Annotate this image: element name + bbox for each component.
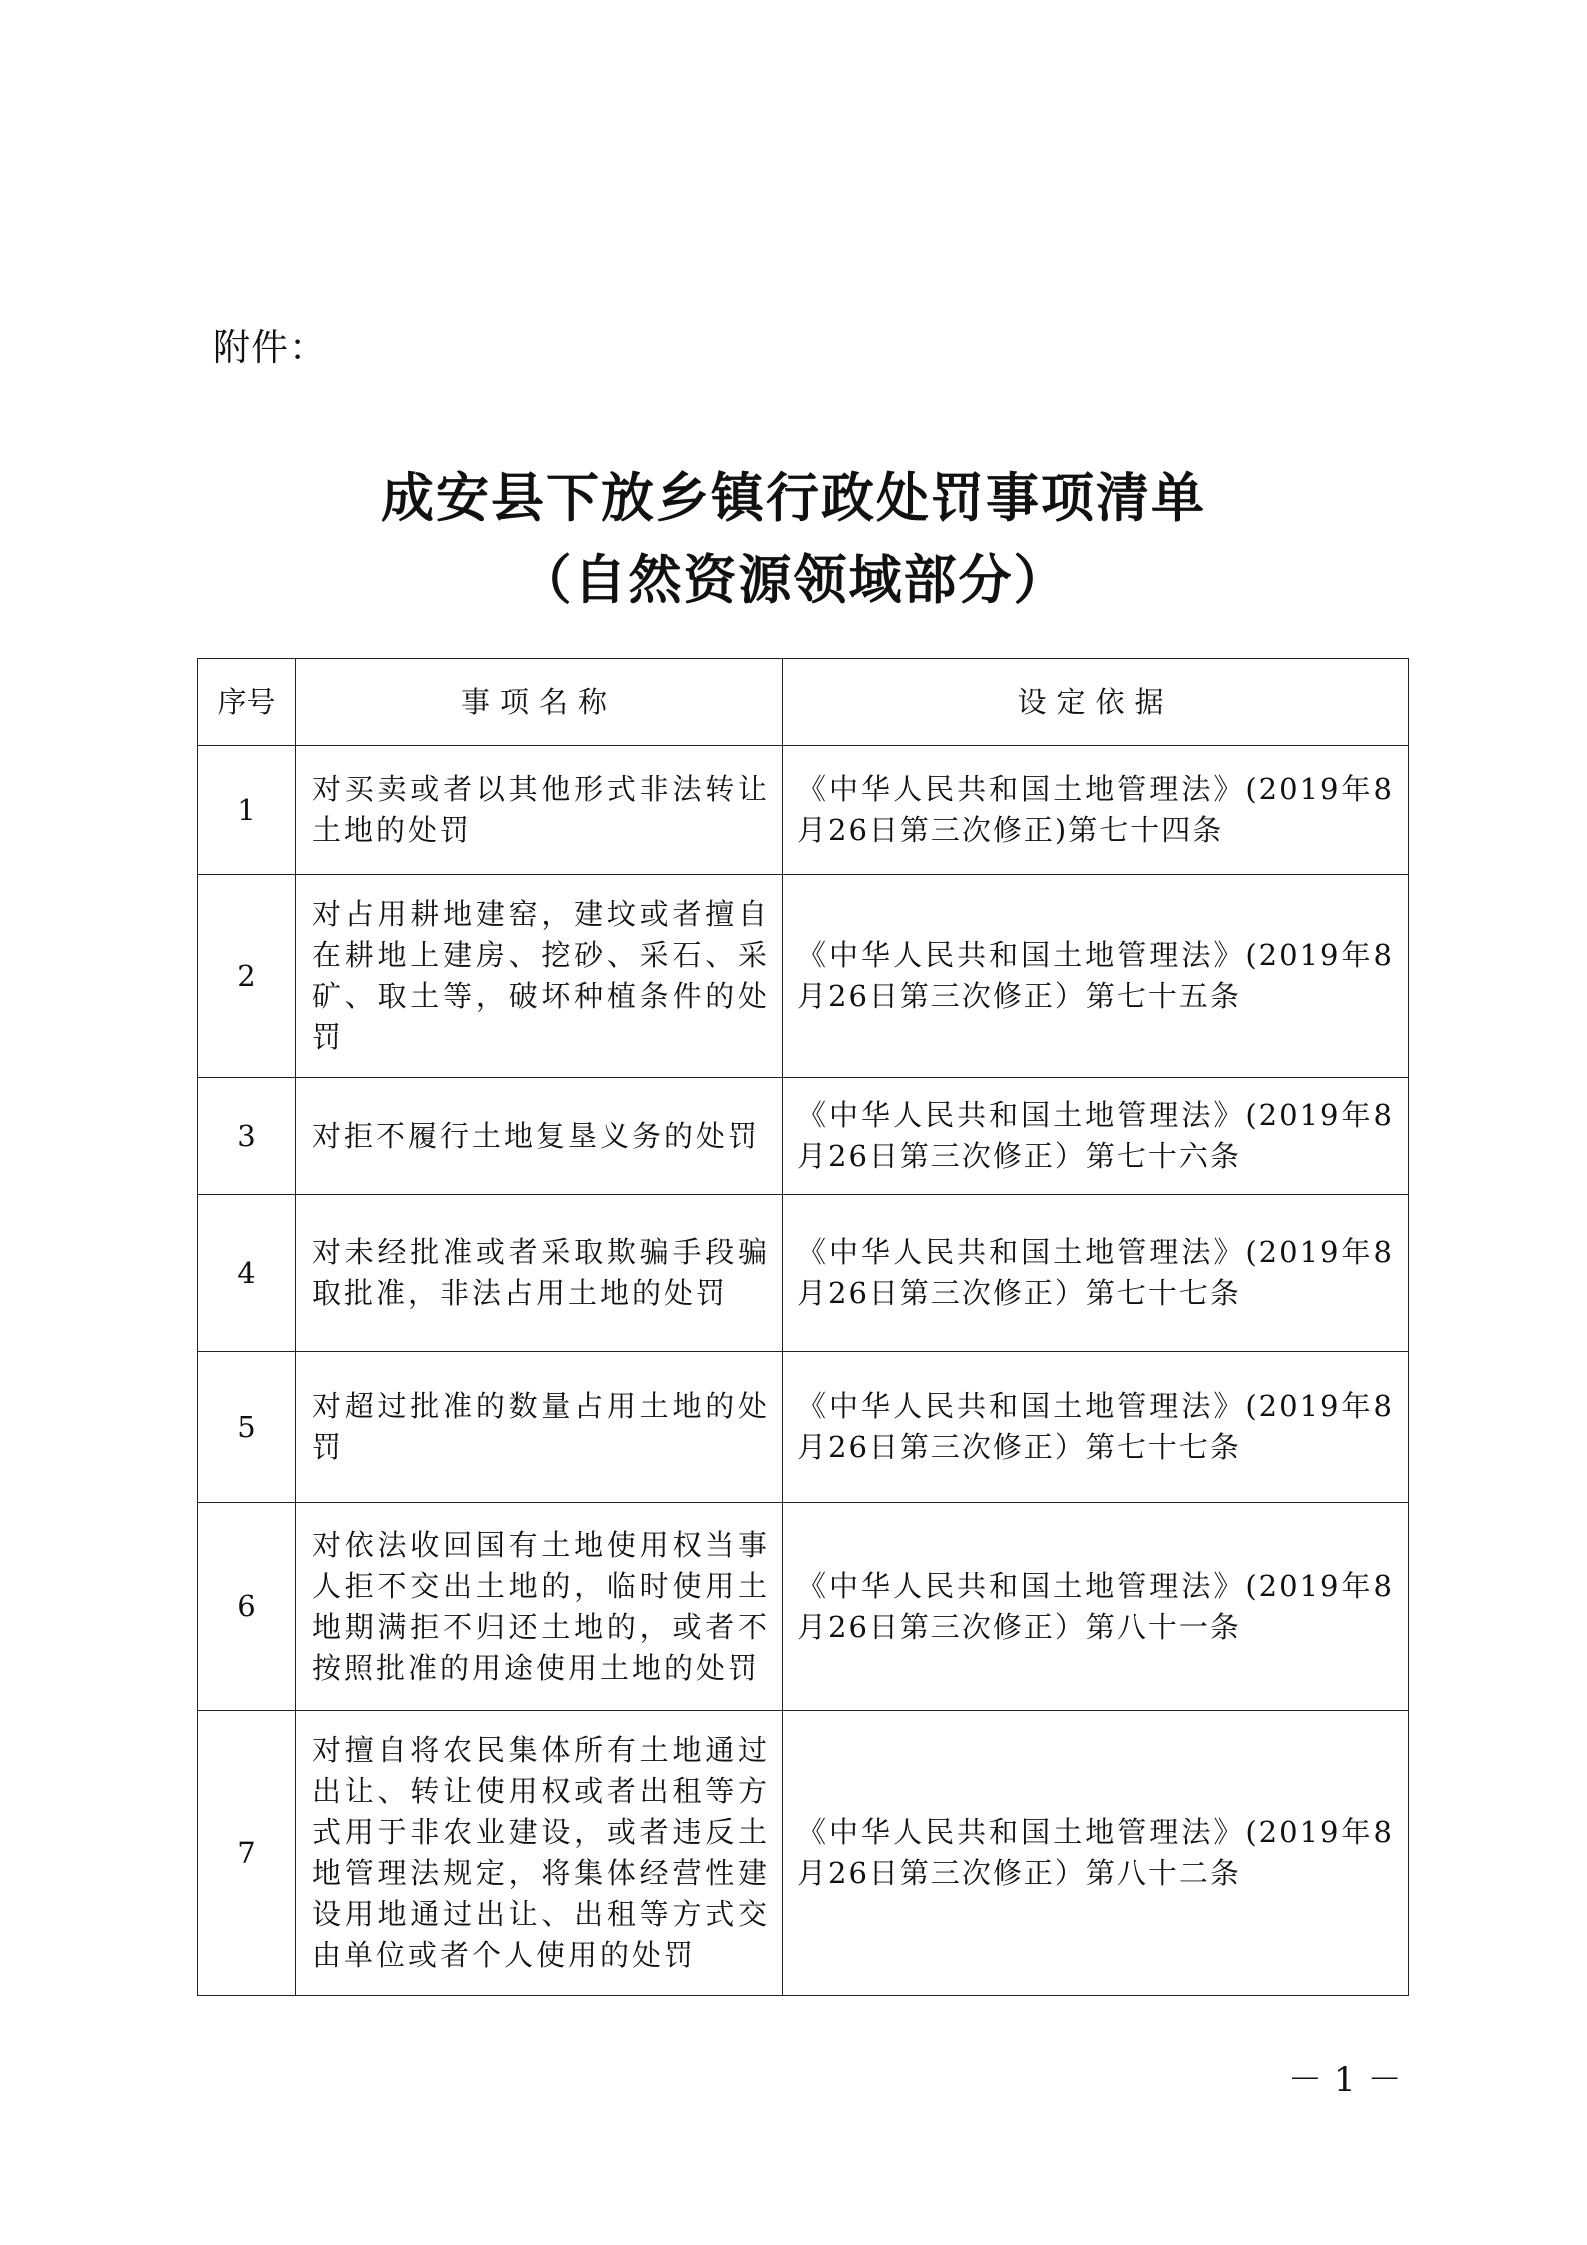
row-legal-basis: 《中华人民共和国土地管理法》(2019年8月26日第三次修正）第八十一条 [783,1503,1409,1711]
row-item-name: 对未经批准或者采取欺骗手段骗取批准，非法占用土地的处罚 [296,1195,783,1352]
row-no: 2 [198,875,296,1078]
row-item-name: 对擅自将农民集体所有土地通过出让、转让使用权或者出租等方式用于非农业建设，或者违反土地管理法规定，将集体经营性建设用地通过出让、出租等方式交由单位或者个人使用的处罚 [296,1711,783,1996]
table-row [198,1078,1409,1195]
row-no: 3 [198,1078,296,1195]
table-row [198,746,1409,875]
header-legal-basis: 设定依据 [783,659,1409,746]
row-item-name: 对占用耕地建窑，建坟或者擅自在耕地上建房、挖砂、采石、采矿、取土等，破坏种植条件的处罚 [296,875,783,1078]
row-no: 6 [198,1503,296,1711]
row-item-name: 对买卖或者以其他形式非法转让土地的处罚 [296,746,783,875]
row-legal-basis: 《中华人民共和国土地管理法》(2019年8月26日第三次修正）第七十五条 [783,875,1409,1078]
header-item-name: 事项名称 [296,659,783,746]
row-item-name: 对拒不履行土地复垦义务的处罚 [296,1078,783,1195]
penalty-items-table [197,658,1409,1996]
row-no: 7 [198,1711,296,1996]
row-legal-basis: 《中华人民共和国土地管理法》(2019年8月26日第三次修正）第八十二条 [783,1711,1409,1996]
row-legal-basis: 《中华人民共和国土地管理法》(2019年8月26日第三次修正）第七十六条 [783,1078,1409,1195]
row-legal-basis: 《中华人民共和国土地管理法》(2019年8月26日第三次修正）第七十七条 [783,1195,1409,1352]
title-main: 成安县下放乡镇行政处罚事项清单 [381,468,1206,529]
header-no: 序号 [198,659,296,746]
table-row [198,1503,1409,1711]
row-no: 4 [198,1195,296,1352]
table-row [198,1195,1409,1352]
row-legal-basis: 《中华人民共和国土地管理法》(2019年8月26日第三次修正）第七十七条 [783,1352,1409,1503]
page-number: －1－ [1288,2060,1414,2100]
document-title [0,458,1587,622]
title-sub: （自然资源领域部分） [518,550,1069,611]
row-no: 1 [198,746,296,875]
table-row [198,1711,1409,1996]
table-header-row [198,659,1409,746]
row-item-name: 对依法收回国有土地使用权当事人拒不交出土地的，临时使用土地期满拒不归还土地的，或者不按照批准的用途使用土地的处罚 [296,1503,783,1711]
table-row [198,875,1409,1078]
row-legal-basis: 《中华人民共和国土地管理法》(2019年8月26日第三次修正)第七十四条 [783,746,1409,875]
attachment-label: 附件： [213,326,327,369]
table-row [198,1352,1409,1503]
row-item-name: 对超过批准的数量占用土地的处罚 [296,1352,783,1503]
row-no: 5 [198,1352,296,1503]
